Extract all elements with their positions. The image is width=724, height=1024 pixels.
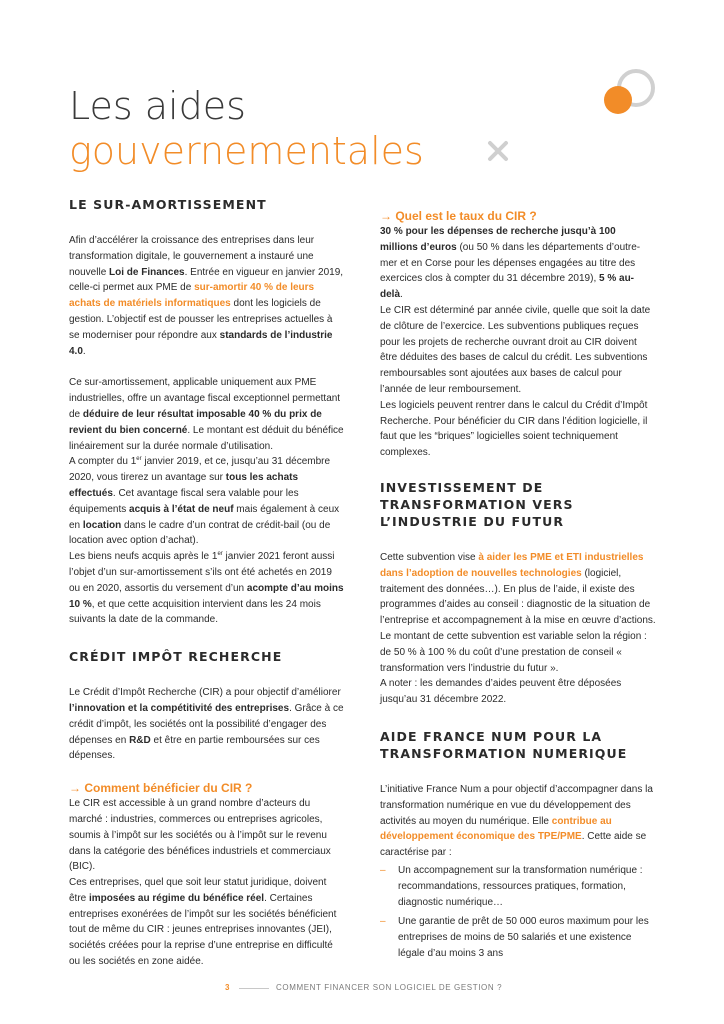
list-item: – Un accompagnement sur la transformation numérique : recommandations, ressources pratiques, formation, diagnostic numérique… — [380, 863, 656, 910]
dot-icon — [604, 86, 632, 114]
paragraph: Le CIR est déterminé par année civile, quelle que soit la date de clôture de l’exercice. Les subventions publiques reçues pour les projets de recherche ouvrant droit au CIR doivent être déduites des bases de calcul du crédit. Les subventions remboursables sont ajoutées aux bases de calcul pour l’année de leur remboursement. — [380, 304, 651, 395]
paragraph: L’initiative France Num a pour objectif d’accompagner dans la transformation numérique en vue du développement des activités au moyen du numérique. Elle contribue au développement économique des TPE/PME. Cette aide se caractérise par : — [380, 783, 653, 859]
left-column — [69, 196, 345, 970]
paragraph: Les biens neufs acquis après le 1er janvier 2021 feront aussi l’objet d’un sur-amortissement s’ils ont été achetés en 2019 ou en 2020, assortis du versement d’un acompte d’au moins 10 %, et que cette acquisition intervient dans les 24 mois suivants la date de la commande. — [69, 551, 344, 626]
paragraph: A noter : les demandes d’aides peuvent être déposées jusqu’au 31 décembre 2022. — [380, 678, 622, 706]
footer-divider — [239, 988, 269, 989]
page-number: 3 — [225, 983, 231, 992]
paragraph: 30 % pour les dépenses de recherche jusqu’à 100 millions d’euros (ou 50 % dans les départements d’outre-mer et en Corse pour les dépenses engagées au titre des exercices clos à compter du 31 décembre 2019), 5 % au-delà. — [380, 226, 641, 301]
paragraph: Le Crédit d’Impôt Recherche (CIR) a pour objectif d’améliorer l’innovation et la compétitivité des entreprises. Grâce à ce crédit d’impôt, les sociétés ont la possibilité d’engager des dépenses en R&D et être en partie remboursées sur ces dépenses. — [69, 687, 344, 762]
paragraph: Afin d’accélérer la croissance des entreprises dans leur transformation digitale, le gouvernement a instauré une nouvelle Loi de Finances. Entrée en vigueur en janvier 2019, celle-ci permet aux PME de sur-amortir 40 % de leurs achats de matériels informatiques dont les logiciels de gestion. L’objectif est de pousser les entreprises actuelles à se moderniser pour répondre aux standards de l’industrie 4.0. — [69, 235, 344, 357]
paragraph: Ce sur-amortissement, applicable uniquement aux PME industrielles, offre un avantage fiscal exceptionnel permettant de déduire de leur résultat imposable 40 % du prix de revient du bien concerné. Le montant est déduit du bénéfice linéairement sur la durée normale d’utilisation. — [69, 377, 344, 452]
paragraph: Cette subvention vise à aider les PME et ETI industrielles dans l’adoption de nouvelles technologies (logiciel, traitement des données…). En plus de l’aide, il existe des programmes d’aides au conseil : diagnostic de la situation de l’entreprise et accompagnement à la mise en œuvre d’actions. Le montant de cette subvention est variable selon la région : de 50 % à 100 % du coût d’une prestation de conseil « transformation vers l’industrie du futur ». — [380, 551, 656, 674]
subheading-taux-cir: → Quel est le taux du CIR ? — [380, 209, 537, 223]
paragraph: Le CIR est accessible à un grand nombre d’acteurs du marché : industries, commerces ou entreprises agricoles, soumis à l’impôt sur les sociétés ou à l’impôt sur le revenu dans la catégorie des bénéfices industriels et commerciaux (BIC). — [69, 798, 331, 873]
cross-icon — [487, 140, 509, 162]
heading-sur-amortissement: LE SUR-AMORTISSEMENT — [69, 197, 267, 212]
page-title — [69, 84, 424, 174]
right-column — [380, 208, 656, 966]
heading-france-num: AIDE FRANCE NUM POUR LA TRANSFORMATION NUMERIQUE — [380, 728, 628, 761]
list-item: – Une garantie de prêt de 50 000 euros maximum pour les entreprises de moins de 50 salariés et une existence légale d’au moins 3 ans — [380, 914, 656, 961]
page-title-line2: gouvernementales — [69, 129, 424, 173]
heading-cir: CRÉDIT IMPÔT RECHERCHE — [69, 649, 283, 665]
page-title-line1: Les aides — [69, 84, 246, 128]
paragraph: Les logiciels peuvent rentrer dans le calcul du Crédit d’Impôt Recherche. Pour bénéficier du CIR dans l’édition logicielle, il faut que les “briques” logicielles soient techniquement complexes. — [380, 399, 648, 459]
footer-text: COMMENT FINANCER SON LOGICIEL DE GESTION ? — [276, 983, 503, 992]
paragraph: Ces entreprises, quel que soit leur statut juridique, doivent être imposées au régime du bénéfice réel. Certaines entreprises exonérées de l’impôt sur les sociétés bénéficient tout de même du CIR : jeunes entreprises innovantes (JEI), sociétés créées pour la reprise d’une entreprise en difficulté ou les sociétés en zone aidée. — [69, 877, 337, 968]
heading-investissement: INVESTISSEMENT DE TRANSFORMATION VERS L’INDUSTRIE DU FUTUR — [380, 479, 574, 529]
subheading-comment-beneficier: → Comment bénéficier du CIR ? — [69, 781, 253, 796]
paragraph: A compter du 1er janvier 2019, et ce, jusqu’au 31 décembre 2020, vous tirerez un avantage sur tous les achats effectués. Cet avantage fiscal sera valable pour les équipements acquis à l’état de neuf mais également à ceux en location dans le cadre d’un contrat de crédit-bail (ou de location avec option d’achat). — [69, 456, 340, 547]
france-num-list — [380, 863, 656, 962]
